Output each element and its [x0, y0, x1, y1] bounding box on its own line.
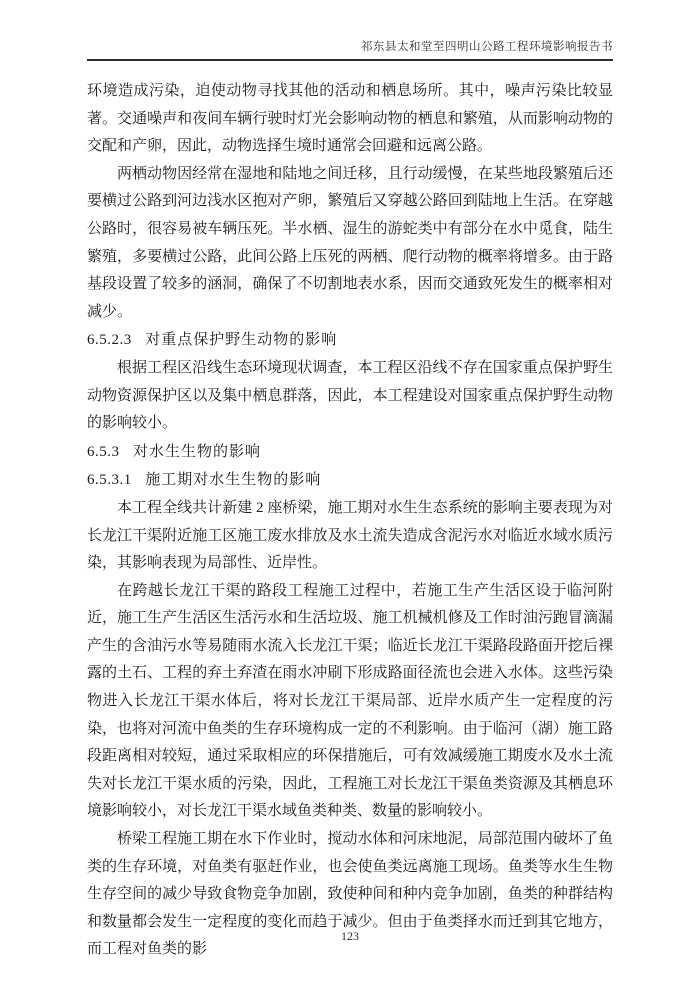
- paragraph-continuation: 环境造成污染，迫使动物寻找其他的活动和栖息场所。其中，噪声污染比较显著。交通噪声和夜间车辆行驶时灯光会影响动物的栖息和繁殖，从而影响动物的交配和产卵，因此，动物选择生境时通常会回避和远离公路。: [87, 83, 613, 155]
- page-header: [87, 0, 613, 61]
- page-content-area: [87, 0, 613, 964]
- document-body: [87, 78, 613, 964]
- section-number: 6.5.3: [87, 443, 120, 460]
- section-title: 对重点保护野生动物的影响: [145, 331, 338, 349]
- paragraph-protected-wildlife: 根据工程区沿线生态环境现状调查，本工程区沿线不存在国家重点保护野生动物资源保护区以及集中栖息群落，因此，本工程建设对国家重点保护野生动物的影响较小。: [87, 359, 613, 432]
- page-number: 123: [341, 929, 359, 943]
- section-heading-6-5-2-3: [87, 326, 613, 355]
- paragraph-amphibians: 两栖动物因经常在湿地和陆地之间迁移，且行动缓慢，在某些地段繁殖后还要横过公路到河边浅水区抱对产卵，繁殖后又穿越公路回到陆地上生活。在穿越公路时，很容易被车辆压死。半水栖、湿生的游蛇类中有部分在水中觅食，陆生繁殖，多要横过公路，此间公路上压死的两栖、爬行动物的概率将增多。由于路基段设置了较多的涵洞，确保了不切割地表水系，因而交通致死发生的概率相对减少。: [87, 165, 613, 320]
- section-number: 6.5.3.1: [87, 472, 132, 489]
- section-heading-6-5-3-1: [87, 466, 613, 495]
- report-title-header: 祁东县太和堂至四明山公路工程环境影响报告书: [361, 41, 613, 53]
- paragraph-underwater-works: 桥梁工程施工期在水下作业时，搅动水体和河床地泥，局部范围内破坏了鱼类的生存环境，对鱼类有驱赶作业，也会使鱼类远离施工现场。鱼类等水生生物生存空间的减少导致食物竞争加剧，致使种间和种内竞争加剧，鱼类的种群结构和数量都会发生一定程度的变化而趋于减少。但由于鱼类择水而迁到其它地方，而工程对鱼类的影: [87, 831, 613, 958]
- paragraph-bridges-overview: 本工程全线共计新建 2 座桥梁，施工期对水生生态系统的影响主要表现为对长龙江干渠附近施工区施工废水排放及水土流失造成含泥污水对临近水域水质污染，其影响表现为局部性、近岸性。: [87, 499, 613, 572]
- section-heading-6-5-3: [87, 438, 613, 467]
- section-number: 6.5.2.3: [87, 332, 132, 349]
- section-title: 对水生生物的影响: [133, 442, 262, 460]
- paragraph-canal-pollution: 在跨越长龙江干渠的路段工程施工过程中，若施工生产生活区设于临河附近，施工生产生活区生活污水和生活垃圾、施工机械机修及工作时油污跑冒滴漏产生的含油污水等易随雨水流入长龙江干渠；临近长龙江干渠路段路面开挖后裸露的土石、工程的弃土弃渣在雨水冲刷下形成路面径流也会进入水体。这些污染物进入长龙江干渠水体后，将对长龙江干渠局部、近岸水质产生一定程度的污染，也将对河流中鱼类的生存环境构成一定的不利影响。由于临河（湖）施工路段距离相对较短，通过采取相应的环保措施后，可有效减缓施工期废水及水土流失对长龙江干渠水质的污染，因此，工程施工对长龙江干渠鱼类资源及其栖息环境影响较小，对长龙江干渠水域鱼类种类、数量的影响较小。: [87, 582, 613, 820]
- section-title: 施工期对水生生物的影响: [145, 471, 322, 489]
